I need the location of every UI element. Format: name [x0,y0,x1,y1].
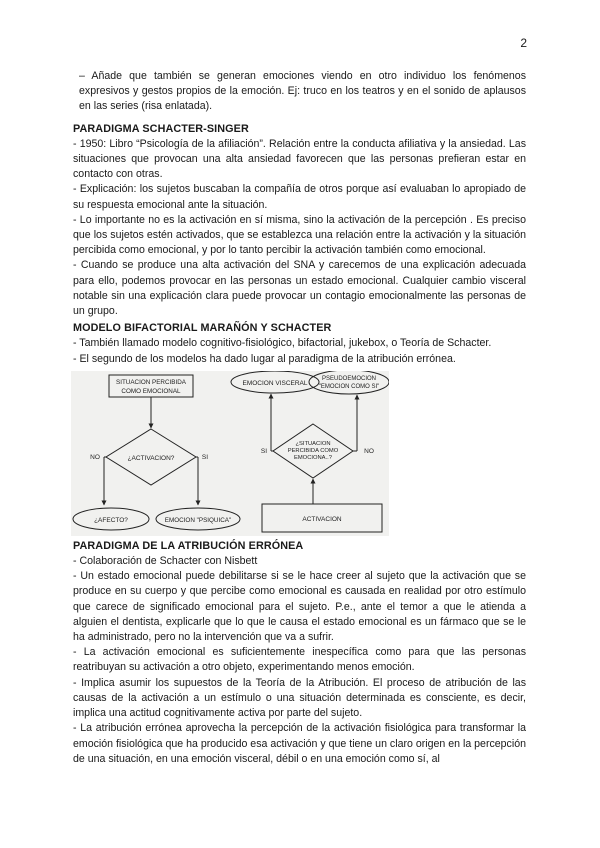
label-no-right: NO [364,447,374,455]
paragraph: - La atribución errónea aprovecha la percepción de la activación fisiológica para transformar la emoción fisiológica que ha producido esa activación y que tiene un claro origen en la percepción de una situación, en una emoción visceral, débil o en una emoción como sí, al [73,722,526,765]
pseudo-emotion-label: "EMOCION COMO SI" [318,383,380,390]
paragraph: - Cuando se produce una alta activación del SNA y carecemos de una explicación adecuada para ello, podemos provocar en las personas un estado emocional. Cualquier cambio visceral notable sin una explicación clara puede provocar un contagio emocionalmente las personas de un grupo. [73,259,526,318]
label-no: NO [90,453,100,461]
affect-label: ¿AFECTO? [94,516,128,524]
paragraph: - Un estado emocional puede debilitarse si se le hace creer al sujeto que la activación que se produce en su cuerpo y que percibe como emocional es causada en realidad por otro estímulo que carece de significado emocional para el sujeto. P.e., ante el temor a que le atienda a alguien el dentista, explicarle que lo que le causa el estado emocional es un fármaco que se le ha administrado, pero no la intervención que va a sufrir. [73,570,526,644]
psychic-emotion-label: EMOCION "PSIQUICA" [164,516,232,524]
section-heading-modelo-bifactorial: MODELO BIFACTORIAL MARAÑÓN Y SCHACTER [73,322,332,335]
situation-label: COMO EMOCIONAL [121,387,181,395]
intro-paragraph: – Añade que también se generan emociones viendo en otro individuo los fenómenos expresivos y gestos propios de la emoción. Ej: truco en los teatros y en el sonido de aplausos en las series (risa enlatada). [79,70,526,113]
pseudo-emotion-label: PSEUDOEMOCION [321,375,377,382]
pseudo-emotion-oval [309,371,389,394]
paragraph: - La activación emocional es suficientemente inespecífica como para que las personas reatribuyan su activación a otro objeto, experimentando menos emoción. [73,646,526,674]
document-body [73,69,526,767]
activation-decision-label: ¿ACTIVACION? [127,454,175,462]
paragraph: - También llamado modelo cognitivo-fisiológico, bifactorial, jukebox, o Teoría de Schacter. [73,337,492,350]
section-heading-atribucion-erronea: PARADIGMA DE LA ATRIBUCIÓN ERRÓNEA [73,539,304,552]
perceived-situation-label: ¿SITUACION [295,440,331,447]
paragraph: - Lo importante no es la activación en sí misma, sino la activación de la percepción . Es preciso que los sujetos estén activados, que se establezca una relación entre la activación y la situación percibida como emocional, y por lo tanto percibir la activación también como emocional. [73,213,526,257]
situation-label: SITUACION PERCIBIDA [116,378,186,386]
perceived-situation-label: EMOCIONA..? [293,454,333,461]
paragraph: - Implica asumir los supuestos de la Teoría de la Atribución. El proceso de atribución de las causas de la activación a un estímulo o una situación determinada es consciente, es decir, implica una actitud cognitivamente activa por parte del sujeto. [73,676,526,720]
flowchart-diagram [71,371,389,536]
activation-label: ACTIVACION [302,515,342,523]
paragraph: - 1950: Libro “Psicología de la afiliación”. Relación entre la conducta afiliativa y la ansiedad. Las situaciones que provocan una alta ansiedad favorecen que las personas prefieran estar en contacto con otras. [73,137,526,181]
section-heading-schacter-singer: PARADIGMA SCHACTER-SINGER [73,122,249,135]
label-yes-right: SI [260,447,268,455]
page-number: 2 [520,36,527,50]
visceral-emotion-label: EMOCION VISCERAL [242,379,308,387]
paragraph: - Colaboración de Schacter con Nisbett [73,555,258,568]
perceived-situation-label: PERCIBIDA COMO [287,447,339,454]
label-yes: SI [201,453,209,461]
paragraph: - Explicación: los sujetos buscaban la compañía de otros porque así evaluaban lo apropiado de su respuesta emocional ante la situación. [73,183,526,211]
paragraph: - El segundo de los modelos ha dado lugar al paradigma de la atribución errónea. [73,352,456,365]
